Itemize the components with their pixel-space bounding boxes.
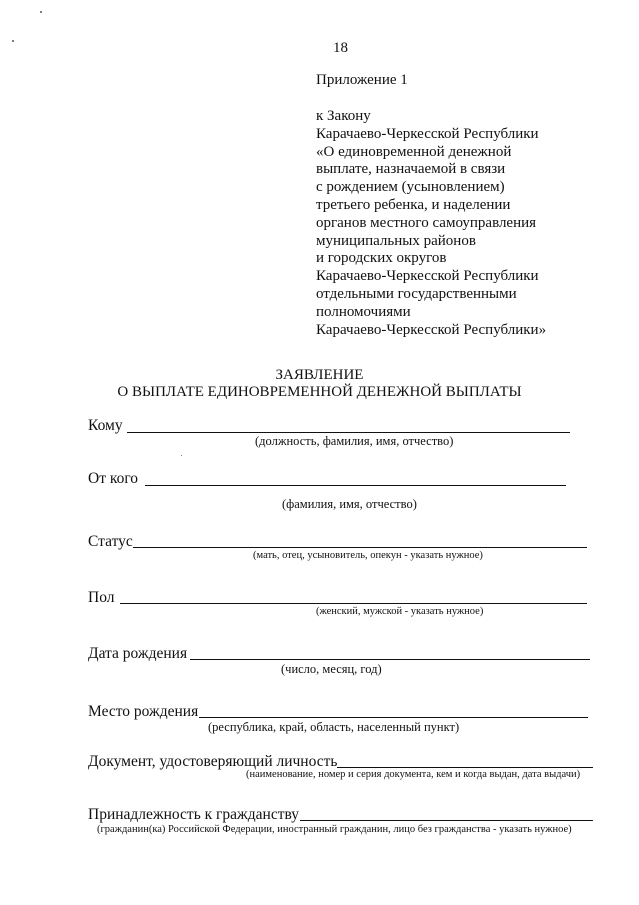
status-label: Статус bbox=[88, 533, 133, 550]
appendix-line: муниципальных районов bbox=[316, 232, 476, 249]
status-hint: (мать, отец, усыновитель, опекун - указать нужное) bbox=[253, 550, 483, 561]
appendix-line: к Закону bbox=[316, 108, 371, 124]
appendix-line: Карачаево-Черкесской Республики bbox=[316, 268, 539, 285]
pol-hint: (женский, мужской - указать нужное) bbox=[316, 606, 484, 617]
citizenship-label: Принадлежность к гражданству bbox=[88, 806, 300, 823]
scan-speck bbox=[12, 40, 14, 42]
birth-date-line[interactable] bbox=[190, 659, 590, 660]
komu-label: Кому bbox=[88, 417, 123, 434]
id-document-line[interactable] bbox=[337, 767, 593, 768]
appendix-line: Карачаево-Черкесской Республики» bbox=[316, 321, 547, 338]
appendix-line: и городских округов bbox=[316, 250, 447, 267]
form-title: ЗАЯВЛЕНИЕ bbox=[275, 367, 364, 383]
ot-kogo-label: От кого bbox=[88, 470, 139, 487]
birth-date-hint: (число, месяц, год) bbox=[281, 662, 382, 676]
appendix-line: Карачаево-Черкесской Республики bbox=[316, 125, 539, 142]
birth-date-label: Дата рождения bbox=[88, 645, 188, 662]
appendix-line: с рождением (усыновлением) bbox=[316, 179, 505, 196]
komu-line[interactable] bbox=[127, 432, 570, 433]
ot-kogo-hint: (фамилия, имя, отчество) bbox=[282, 497, 417, 511]
citizenship-line[interactable] bbox=[300, 820, 593, 821]
appendix-reference bbox=[316, 108, 546, 339]
birth-place-label: Место рождения bbox=[88, 703, 199, 720]
scan-speck bbox=[40, 11, 42, 13]
page-number: 18 bbox=[333, 40, 348, 56]
pol-label: Пол bbox=[88, 589, 115, 606]
status-line[interactable] bbox=[133, 547, 587, 548]
ot-kogo-line[interactable] bbox=[145, 485, 566, 486]
appendix-line: органов местного самоуправления bbox=[316, 214, 537, 231]
appendix-title: Приложение 1 bbox=[316, 72, 408, 88]
komu-hint: (должность, фамилия, имя, отчество) bbox=[255, 434, 454, 448]
birth-place-line[interactable] bbox=[199, 717, 588, 718]
citizenship-hint: (гражданин(ка) Российской Федерации, иностранный гражданин, лицо без гражданства - указать нужное) bbox=[97, 824, 572, 835]
pol-line[interactable] bbox=[120, 603, 587, 604]
id-document-label: Документ, удостоверяющий личность bbox=[88, 753, 338, 770]
appendix-line: полномочиями bbox=[316, 303, 411, 320]
appendix-line: третьего ребенка, и наделении bbox=[316, 196, 511, 213]
id-document-hint: (наименование, номер и серия документа, кем и когда выдан, дата выдачи) bbox=[246, 769, 581, 780]
birth-place-hint: (республика, край, область, населенный пункт) bbox=[208, 720, 460, 734]
form-subtitle: О ВЫПЛАТЕ ЕДИНОВРЕМЕННОЙ ДЕНЕЖНОЙ ВЫПЛАТЫ bbox=[117, 384, 522, 400]
appendix-line: выплате, назначаемой в связи bbox=[316, 161, 506, 178]
appendix-line: отдельными государственными bbox=[316, 285, 517, 302]
appendix-line: «О единовременной денежной bbox=[316, 143, 512, 160]
scan-speck bbox=[181, 455, 182, 456]
